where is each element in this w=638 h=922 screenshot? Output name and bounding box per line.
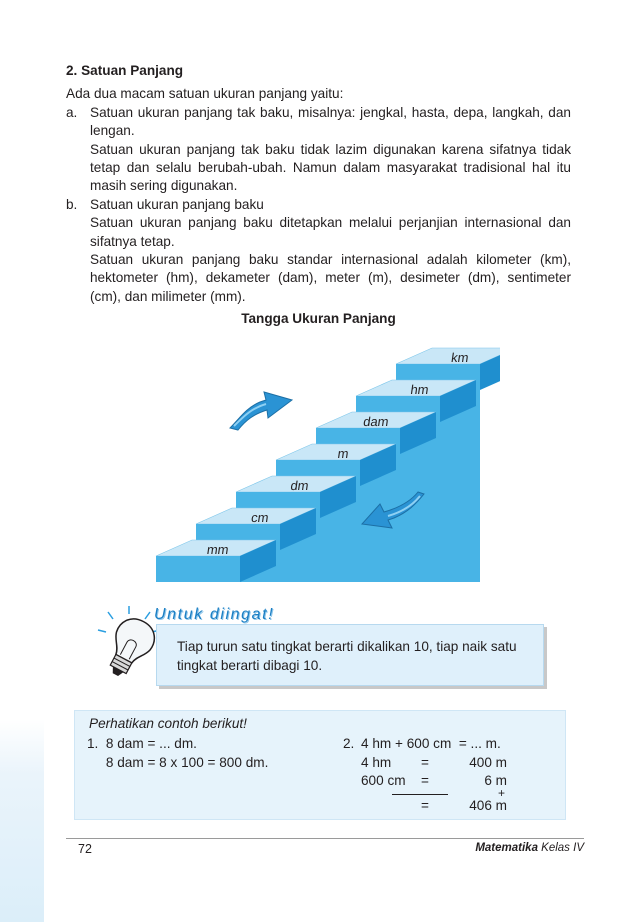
item-b-marker: b. <box>66 196 78 212</box>
item-a-line2: Satuan ukuran panjang tak baku tidak lazim digunakan karena sifatnya tidak tetap dan selalu berubah-ubah. Namun dalam masyarakat tradisional hal itu masih sering digunakan. <box>90 141 571 194</box>
example-2-question: 4 hm + 600 cm = ... m. <box>361 736 501 751</box>
remember-callout <box>96 604 566 692</box>
example-2 <box>343 735 507 815</box>
example-2-row1-value: 400 m <box>469 754 507 770</box>
stair-label-m: m <box>336 446 350 461</box>
example-2-row1-eq: = <box>421 754 429 770</box>
list-item-a <box>66 104 571 196</box>
page-number: 72 <box>78 842 92 856</box>
item-b-line2: Satuan ukuran panjang baku ditetapkan melalui perjanjian internasional dan sifatnya tetap. <box>90 215 571 249</box>
example-2-row2-left: 600 cm <box>361 773 406 788</box>
example-title: Perhatikan contoh berikut! <box>89 716 247 731</box>
example-2-row3-eq: = <box>421 797 429 813</box>
item-b-line3: Satuan ukuran panjang baku standar internasional adalah kilometer (km), hektometer (hm), dekameter (dam), meter (m), desimeter (dm), sentimeter (cm), dan milimeter (mm). <box>90 252 571 304</box>
book-title-rest: Kelas IV <box>537 842 584 854</box>
stair-label-hm: hm <box>409 382 430 397</box>
footer-divider <box>66 838 584 839</box>
remember-title: Untuk diingat! <box>154 606 275 623</box>
staircase-figure <box>140 332 500 600</box>
stair-label-km: km <box>450 350 470 365</box>
example-box <box>74 710 566 820</box>
remember-box <box>156 624 544 686</box>
example-1 <box>87 735 268 772</box>
book-title <box>475 842 584 854</box>
example-2-row2-value: 6 m <box>484 773 507 788</box>
section-heading: 2. Satuan Panjang <box>66 63 184 78</box>
figure-title: Tangga Ukuran Panjang <box>241 311 396 327</box>
example-2-row3-value: 406 m <box>469 797 507 813</box>
item-a-marker: a. <box>66 104 78 120</box>
example-2-row2-eq: = <box>421 773 429 788</box>
book-title-bold: Matematika <box>475 842 538 854</box>
plus-sign: + <box>498 786 506 800</box>
intro-text: Ada dua macam satuan ukuran panjang yaitu: <box>66 86 344 102</box>
remember-text: Tiap turun satu tingkat berarti dikalikan 10, tiap naik satu tingkat berarti dibagi 10. <box>177 639 517 673</box>
stair-label-dam: dam <box>362 414 390 429</box>
example-1-line2: 8 dam = 8 x 100 = 800 dm. <box>87 754 269 770</box>
light-bulb-icon <box>96 604 162 694</box>
item-a-line1: Satuan ukuran panjang tak baku, misalnya: jengkal, hasta, depa, langkah, dan lengan. <box>90 104 571 139</box>
up-arrow-icon <box>226 388 298 432</box>
stair-label-dm: dm <box>289 478 310 493</box>
page-side-strip <box>0 0 44 922</box>
example-2-row1-left: 4 hm <box>361 754 392 770</box>
example-2-number: 2. <box>343 736 355 751</box>
section-content <box>66 62 571 329</box>
stair-label-mm: mm <box>205 542 230 557</box>
down-arrow-icon <box>358 490 428 538</box>
sum-underline <box>392 794 448 795</box>
stair-label-cm: cm <box>250 510 270 525</box>
example-1-line1: 1. 8 dam = ... dm. <box>87 736 197 751</box>
item-b-line1: Satuan ukuran panjang baku <box>90 196 264 212</box>
list-item-b <box>66 196 571 306</box>
